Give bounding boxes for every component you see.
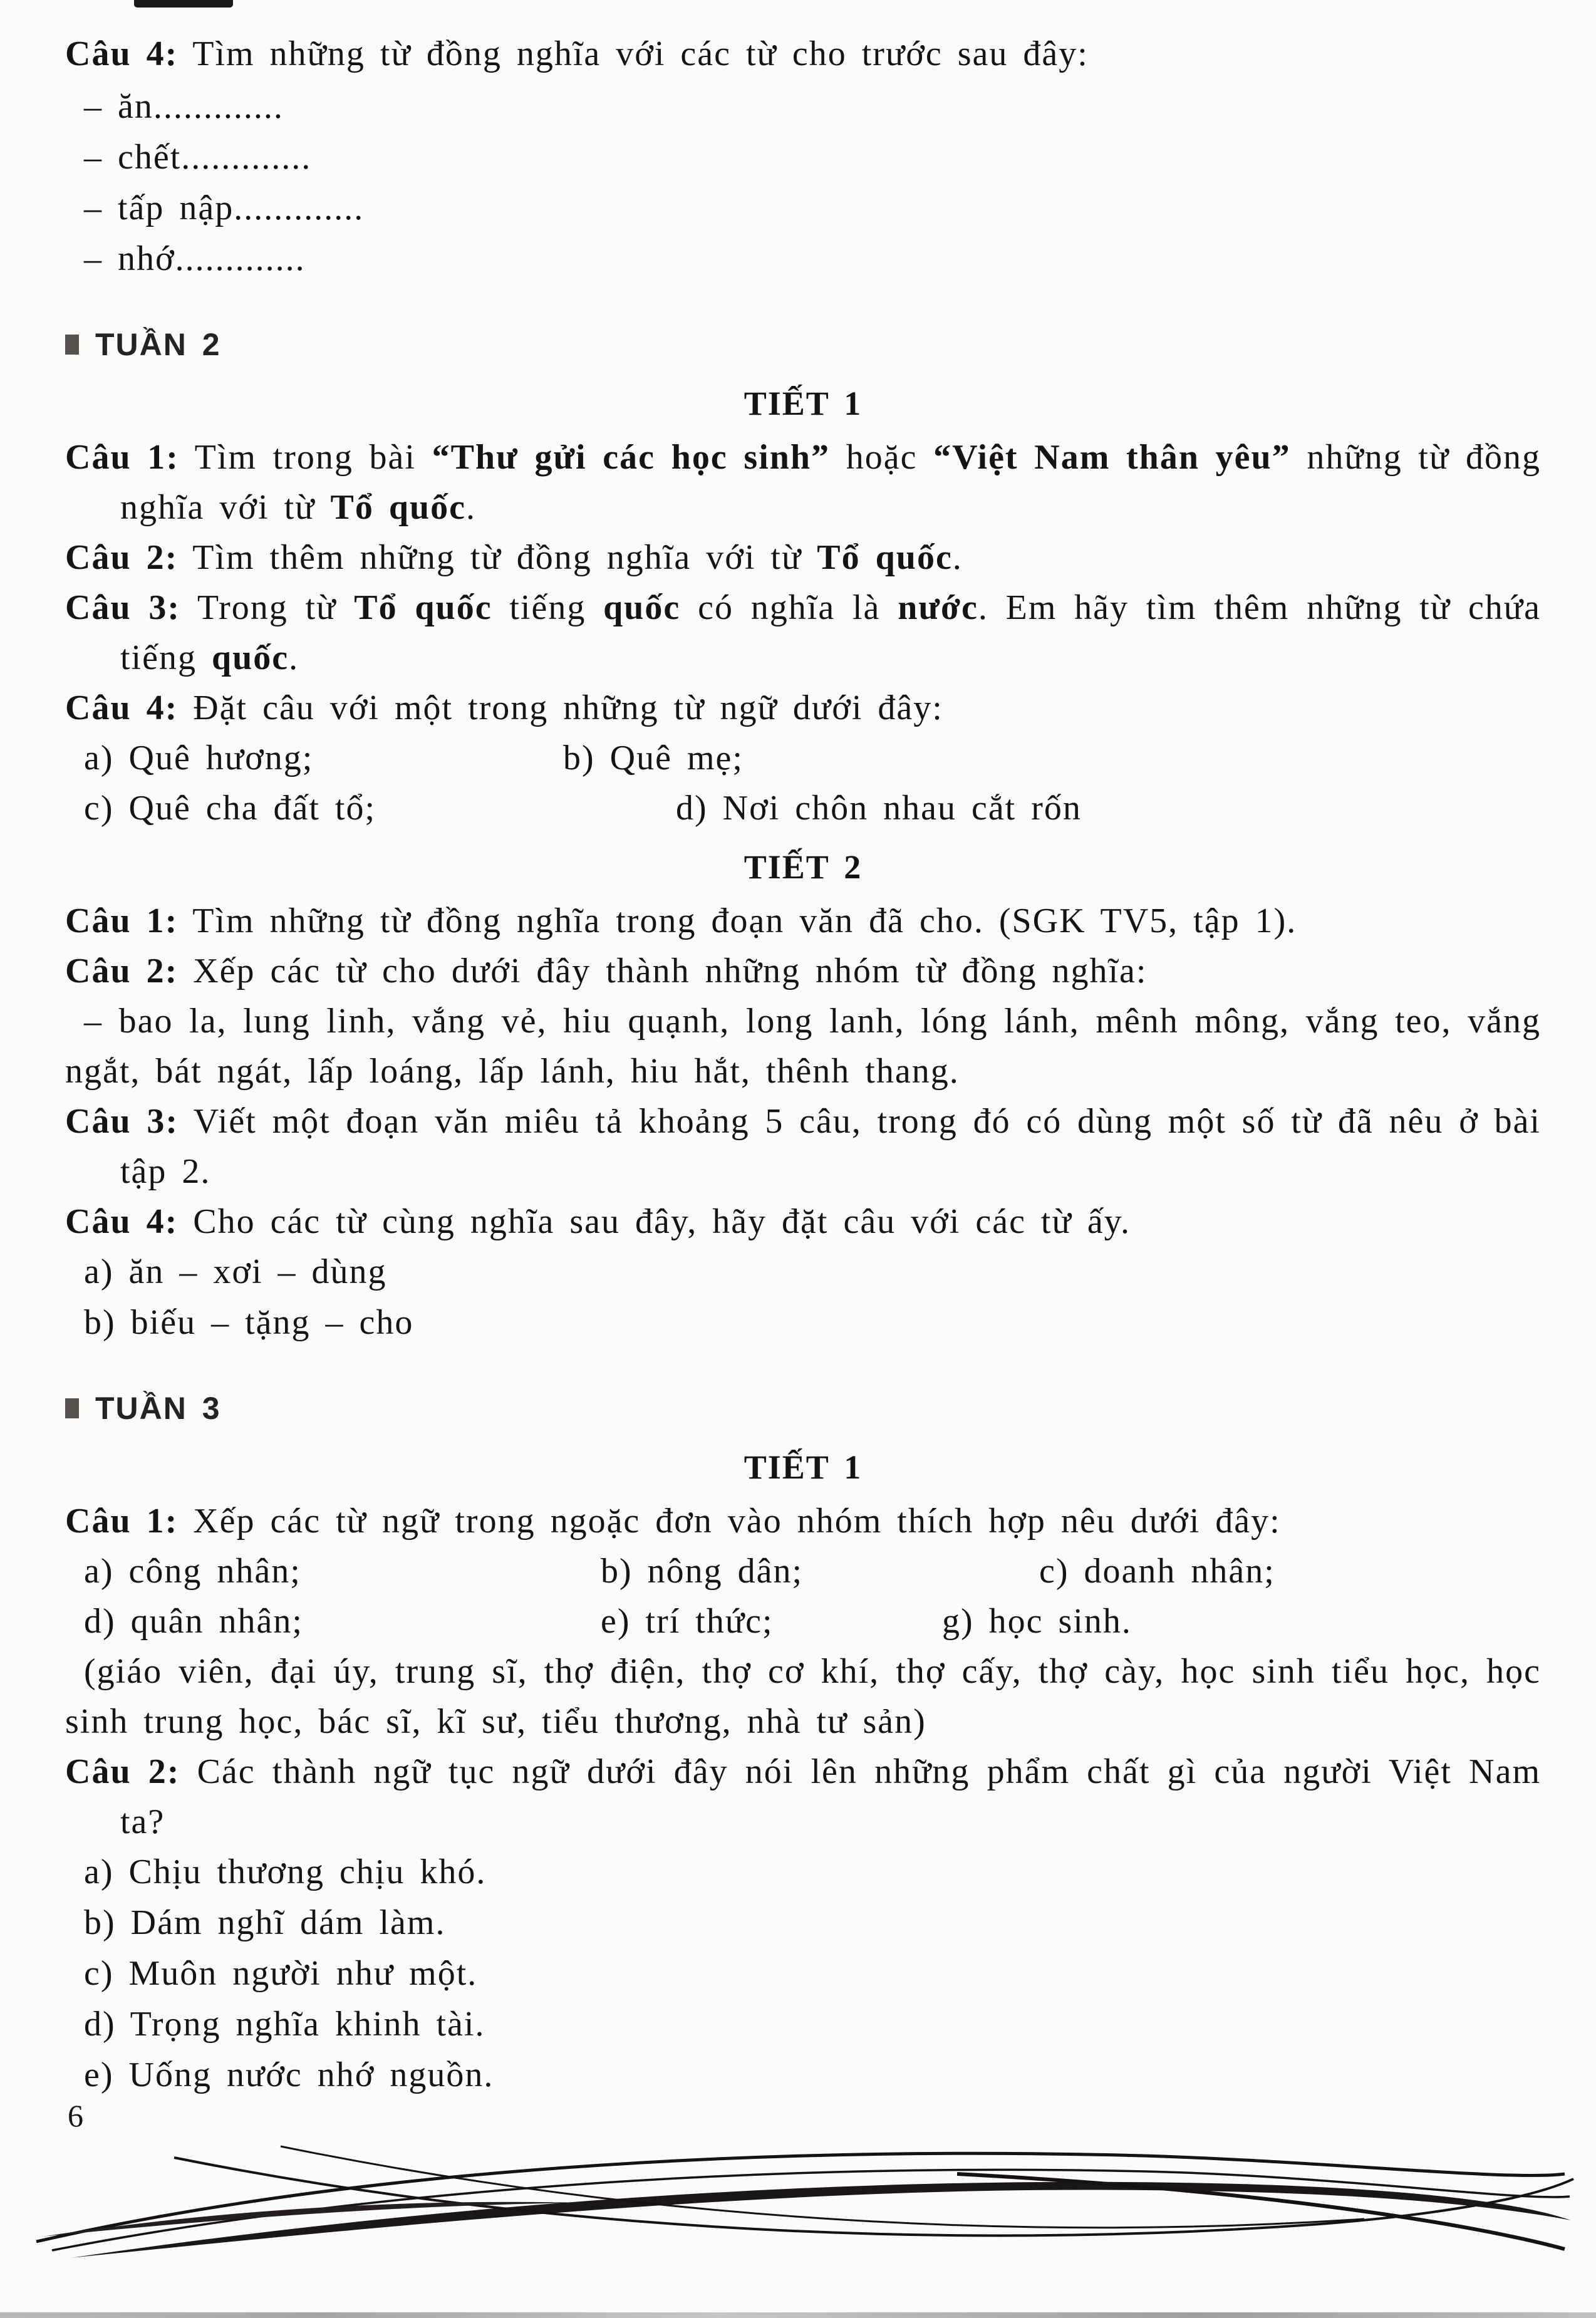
question-t2l1-cau1 [65, 432, 1541, 533]
question-text: tiếng [492, 588, 604, 627]
option-item: g) học sinh. [942, 1602, 1132, 1641]
question-text: Cho các từ cùng nghĩa sau đây, hãy đặt câu với các từ ấy. [193, 1202, 1131, 1241]
question-text-bold: quốc [211, 638, 289, 677]
option-item: c) doanh nhân; [1039, 1552, 1275, 1591]
question-text: Trong từ [197, 588, 355, 627]
question-text: . [466, 488, 476, 527]
question-label: Câu 2: [65, 952, 179, 990]
option-row [65, 783, 1541, 833]
lesson-heading-t3-tiet1: TIẾT 1 [744, 1448, 863, 1486]
option-item: e) trí thức; [601, 1602, 774, 1641]
option-item: b) Quê mẹ; [563, 739, 744, 777]
question-text-bold: Tổ quốc [354, 588, 492, 627]
question-text: . [289, 638, 299, 677]
square-bullet-icon [65, 1398, 79, 1418]
proverb-list [65, 1847, 1541, 2101]
option-item: d) quân nhân; [84, 1602, 303, 1641]
square-bullet-icon [65, 335, 79, 355]
list-item: b) Dám nghĩ dám làm. [84, 1903, 446, 1942]
question-text: Tìm trong bài [194, 438, 432, 477]
option-item: c) Quê cha đất tổ; [84, 789, 376, 828]
list-item: a) ăn – xơi – dùng [84, 1252, 387, 1291]
lesson-heading-tiet2: TIẾT 2 [744, 848, 863, 886]
week-2-heading [65, 320, 1541, 370]
option-item: b) nông dân; [601, 1552, 804, 1591]
list-item: – ăn............. [84, 87, 284, 126]
question-t2l1-cau3 [65, 583, 1541, 683]
synonym-fill-list [65, 81, 1541, 284]
decorative-swoosh [18, 2116, 1578, 2260]
question-text: Xếp các từ cho dưới đây thành những nhóm từ đồng nghĩa: [193, 952, 1148, 990]
question-label: Câu 4: [65, 1202, 179, 1241]
question-intro-cau4 [65, 29, 1541, 79]
question-text: Viết một đoạn văn miêu tả khoảng 5 câu, trong đó có dùng một số từ đã nêu ở bài tập 2. [120, 1102, 1541, 1191]
question-text: Xếp các từ ngữ trong ngoặc đơn vào nhóm thích hợp nêu dưới đây: [193, 1502, 1281, 1541]
question-t3l1-cau2 [65, 1747, 1541, 1847]
question-label: Câu 2: [65, 538, 179, 577]
question-text: những từ đồng nghĩa với từ [120, 438, 1542, 527]
question-label: Câu 1: [65, 1502, 179, 1541]
page-content [65, 29, 1541, 2101]
question-t2l2-cau1 [65, 896, 1541, 946]
question-t2l1-cau2 [65, 533, 1541, 583]
list-item: – nhớ............. [84, 239, 306, 278]
question-text: hoặc [830, 438, 934, 477]
option-item: a) Quê hương; [84, 739, 314, 777]
option-row [65, 1596, 1541, 1646]
question-text: Tìm những từ đồng nghĩa với các từ cho trước sau đây: [192, 34, 1089, 73]
question-text: có nghĩa là [680, 588, 898, 627]
list-item: e) Uống nước nhớ nguồn. [84, 2056, 494, 2094]
list-item: c) Muôn người như một. [84, 1954, 478, 1993]
question-text-bold: Tổ quốc [817, 538, 953, 577]
week-title: TUẦN 2 [95, 327, 221, 362]
question-text: Các thành ngữ tục ngữ dưới đây nói lên những phẩm chất gì của người Việt Nam ta? [120, 1752, 1541, 1841]
week-title: TUẦN 3 [95, 1391, 221, 1426]
option-item: d) Nơi chôn nhau cắt rốn [676, 789, 1082, 828]
question-text-bold: quốc [603, 588, 681, 627]
question-text-bold: “Thư gửi các học sinh” [432, 438, 831, 477]
question-text-bold: Tổ quốc [330, 488, 466, 527]
question-t2l1-cau4 [65, 683, 1541, 733]
question-t2l2-cau2 [65, 946, 1541, 996]
lesson-heading-tiet1: TIẾT 1 [744, 385, 863, 422]
scan-artifact-top [134, 0, 233, 8]
question-text: Tìm những từ đồng nghĩa trong đoạn văn đã cho. (SGK TV5, tập 1). [192, 902, 1297, 940]
page-number: 6 [68, 2098, 83, 2133]
list-item: a) Chịu thương chịu khó. [84, 1853, 487, 1891]
question-text: Tìm thêm những từ đồng nghĩa với từ [192, 538, 817, 577]
question-text: . Em hãy tìm thêm những từ chứa tiếng [120, 588, 1542, 677]
word-pair-list [65, 1247, 1541, 1348]
question-t2l2-cau4 [65, 1197, 1541, 1247]
question-text-bold: “Việt Nam thân yêu” [933, 438, 1291, 477]
question-text: Đặt câu với một trong những từ ngữ dưới đây: [193, 689, 943, 727]
question-label: Câu 4: [65, 34, 179, 73]
word-group-list: – bao la, lung linh, vắng vẻ, hiu quạnh, long lanh, lóng lánh, mênh mông, vắng teo, vắng ngắt, bát ngát, lấp loáng, lấp lánh, hiu hắt, thênh thang. [65, 1002, 1541, 1091]
question-label: Câu 2: [65, 1752, 180, 1791]
list-item: d) Trọng nghĩa khinh tài. [84, 2005, 485, 2044]
question-t2l2-cau3 [65, 1096, 1541, 1197]
option-row [65, 733, 1541, 783]
question-t3l1-cau1 [65, 1496, 1541, 1546]
word-bank-note: (giáo viên, đại úy, trung sĩ, thợ điện, thợ cơ khí, thợ cấy, thợ cày, học sinh tiểu học, học sinh trung học, bác sĩ, kĩ sư, tiểu thương, nhà tư sản) [65, 1652, 1541, 1741]
question-label: Câu 3: [65, 1102, 179, 1141]
list-item: – tấp nập............. [84, 189, 365, 227]
question-label: Câu 1: [65, 902, 179, 940]
week-3-heading [65, 1383, 1541, 1433]
question-label: Câu 4: [65, 689, 179, 727]
option-row [65, 1546, 1541, 1596]
question-label: Câu 3: [65, 588, 181, 627]
option-item: a) công nhân; [84, 1552, 301, 1591]
list-item: b) biếu – tặng – cho [84, 1303, 414, 1342]
question-label: Câu 1: [65, 438, 179, 477]
question-text-bold: nước [898, 588, 978, 627]
question-text: . [952, 538, 963, 577]
scan-artifact-bottom [0, 2312, 1596, 2318]
list-item: – chết............. [84, 138, 312, 177]
